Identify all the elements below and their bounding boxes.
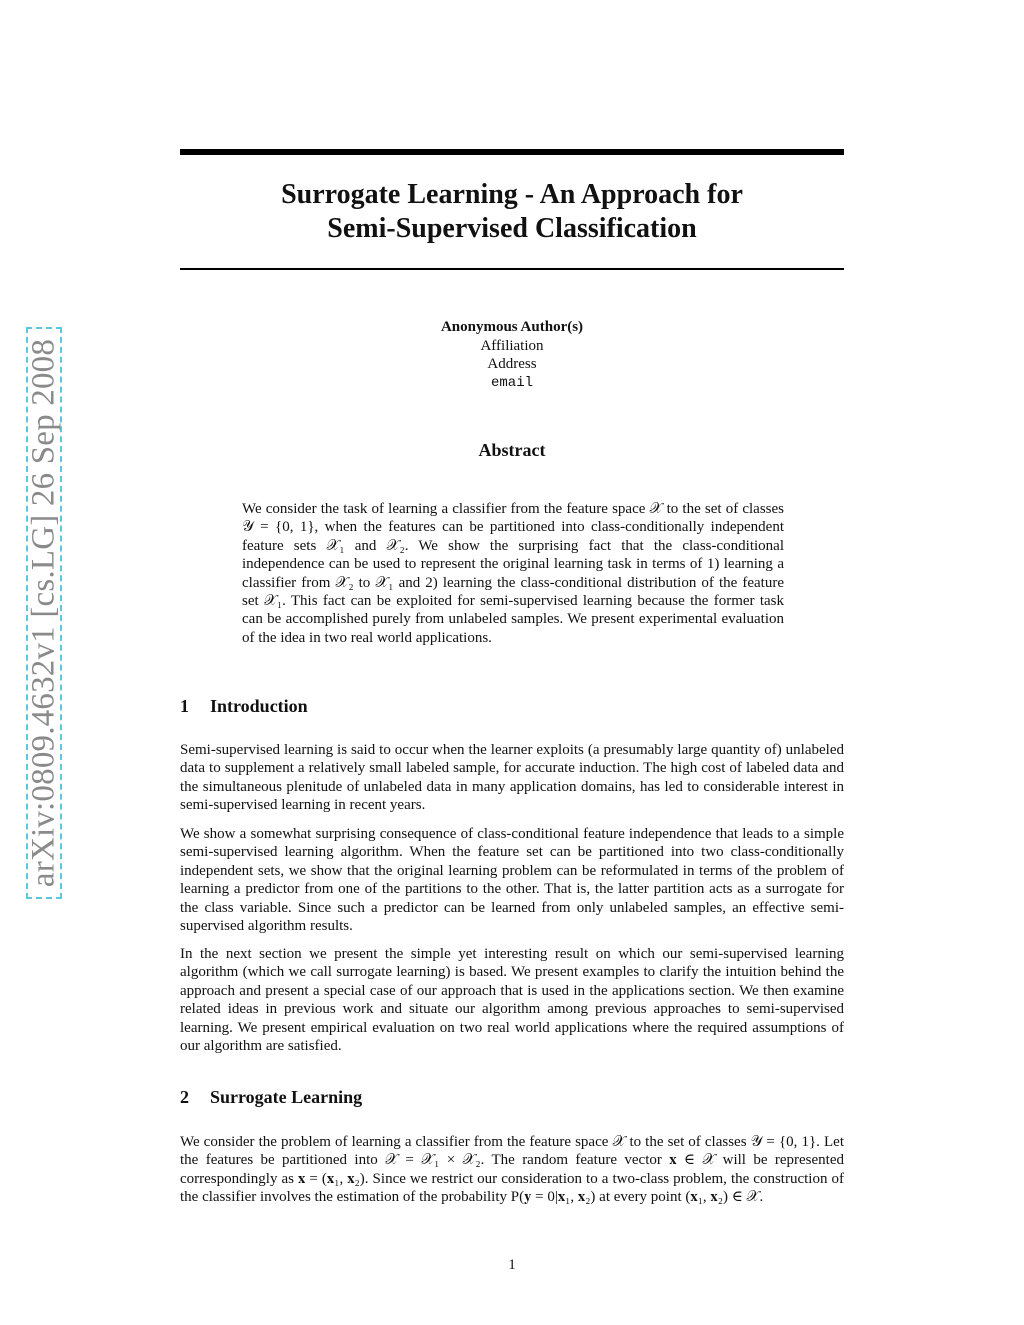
intro-paragraph: In the next section we present the simple yet interesting result on which our semi-supervised learning algorithm (which we call surrogate learning) is based. We present examples to clarify the intuition behind the approach and present a special case of our approach that is used in the applications section. We then examine related ideas in previous work and situate our algorithm among previous approaches to semi-supervised learning. We present empirical evaluation on two real world applications where the required assumptions of our algorithm are satisfied. [180,946,844,1055]
author-affiliation: Affiliation [480,337,544,354]
arxiv-stamp [26,327,62,899]
abstract-heading: Abstract [478,440,546,460]
surrogate-paragraph: We consider the problem of learning a classifier from the feature space 𝒳 to the set of classes 𝒴 = {0, 1}. Let the features be partitioned into 𝒳 = 𝒳₁ × 𝒳₂. The random feature vector 𝐱 ∈ 𝒳 will be represented correspondingly as 𝐱 = (𝐱₁, 𝐱₂). Since we restrict our consideration to a two-class problem, the construction of the classifier involves the estimation of the probability P(𝐲 = 0|𝐱₁, 𝐱₂) at every point (𝐱₁, 𝐱₂) ∈ 𝒳. [180,1134,844,1206]
author-address: Address [487,356,537,372]
abstract-text: We consider the task of learning a classifier from the feature space 𝒳 to the set of classes 𝒴 = {0, 1}, when the features can be partitioned into class-conditionally independent feature sets 𝒳₁ and 𝒳₂. We show the surprising fact that the class-conditional independence can be used to represent the original learning task in terms of 1) learning a classifier from 𝒳₂ to 𝒳₁ and 2) learning the class-conditional distribution of the feature set 𝒳₁. This fact can be exploited for semi-supervised learning because the former task can be accomplished purely from unlabeled samples. We present experimental evaluation of the idea in two real world applications. [242,501,784,646]
author-email: email [490,374,533,391]
title-top-rule [180,149,844,155]
paper-title [180,178,844,246]
intro-paragraph: We show a somewhat surprising consequence of class-conditional feature independence that leads to a simple semi-supervised learning algorithm. When the feature set can be partitioned into two class-conditionally independent sets, we show that the original learning problem can be reformulated in terms of the problem of learning a predictor from one of the partitions to the other. That is, the latter partition acts as a surrogate for the class variable. Since such a predictor can be learned from only unlabeled samples, an effective semi-supervised algorithm results. [180,826,844,935]
arxiv-stamp-text: arXiv:0809.4632v1 [cs.LG] 26 Sep 2008 [25,338,62,888]
page-number: 1 [508,1257,516,1273]
paper-title-line2: Semi-Supervised Classification [327,213,697,244]
section-heading-introduction [180,696,308,717]
section-heading-surrogate-learning [180,1087,362,1108]
author-block [180,318,844,392]
author-name: Anonymous Author(s) [440,319,584,335]
section-number: 1 [180,696,189,716]
section-title: Introduction [210,696,308,716]
intro-paragraph: Semi-supervised learning is said to occur when the learner exploits (a presumably large quantity of) unlabeled data to supplement a relatively small labeled sample, for accurate induction. The high cost of labeled data and the simultaneous plenitude of unlabeled data in many application domains, has led to considerable interest in semi-supervised learning in recent years. [180,742,844,814]
title-bottom-rule [180,268,844,270]
section-number: 2 [180,1087,189,1107]
paper-title-line1: Surrogate Learning - An Approach for [281,179,743,210]
section-title: Surrogate Learning [210,1087,363,1107]
